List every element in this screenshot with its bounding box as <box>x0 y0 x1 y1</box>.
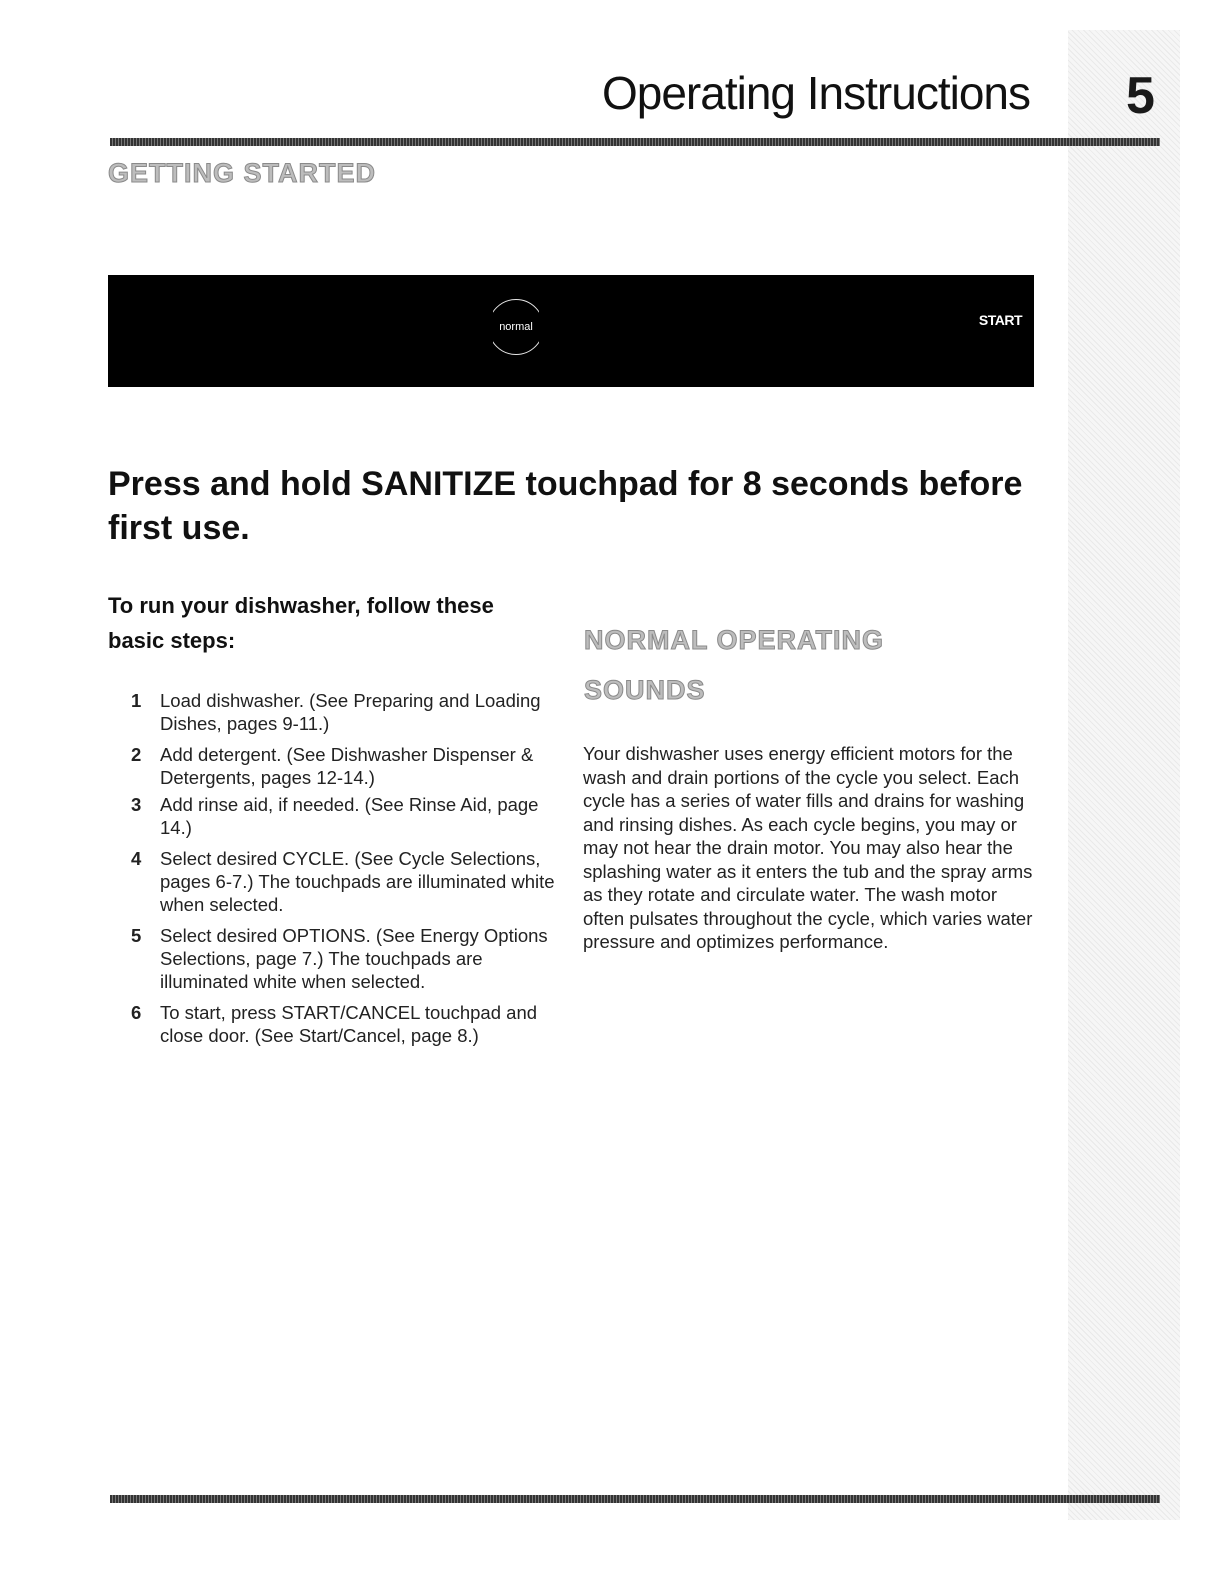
steps-intro: To run your dishwasher, follow these basic steps: <box>108 593 494 653</box>
steps-list <box>128 689 568 1051</box>
step-number: 3 <box>131 794 142 815</box>
control-panel-illustration <box>108 275 1034 387</box>
step-text: Select desired CYCLE. (See Cycle Selections, pages 6-7.) The touchpads are illuminated white when selected. <box>160 848 555 915</box>
step-number: 6 <box>131 1002 142 1023</box>
page-number: 5 <box>1126 67 1155 125</box>
side-tab-strip <box>1068 30 1180 1520</box>
normal-cycle-button <box>488 299 544 355</box>
normal-cycle-label: normal <box>499 321 533 333</box>
normal-sounds-body: Your dishwasher uses energy efficient motors for the wash and drain portions of the cycle you select. Each cycle has a series of water fills and drains for washing and rinsing dishes. As each cycle begins, you may or may not hear the drain motor. You may also hear the splashing water as it enters the tub and the spray arms as they rotate and circulate water. The wash motor often pulsates throughout the cycle, which varies water pressure and optimizes performance. <box>583 743 1033 952</box>
list-item <box>128 1001 568 1047</box>
header-rule <box>110 138 1160 146</box>
list-item <box>128 924 568 993</box>
normal-sounds-heading-line1: NORMAL OPERATING <box>584 625 885 655</box>
list-item <box>128 689 568 735</box>
footer-rule <box>110 1495 1160 1503</box>
list-item <box>128 793 568 839</box>
step-number: 5 <box>131 925 142 946</box>
start-label: START <box>978 312 1022 328</box>
list-item <box>128 743 568 789</box>
step-text: Add rinse aid, if needed. (See Rinse Aid, page 14.) <box>160 794 539 838</box>
step-number: 4 <box>131 848 142 869</box>
sanitize-instruction: Press and hold SANITIZE touchpad for 8 seconds before first use. <box>108 465 1023 547</box>
normal-sounds-heading <box>584 615 884 715</box>
getting-started-heading: GETTING STARTED <box>108 158 376 188</box>
step-number: 1 <box>131 690 142 711</box>
step-number: 2 <box>131 744 142 765</box>
normal-sounds-heading-line2: SOUNDS <box>584 675 706 705</box>
step-text: Load dishwasher. (See Preparing and Loading Dishes, pages 9-11.) <box>160 690 541 734</box>
step-text: Select desired OPTIONS. (See Energy Options Selections, page 7.) The touchpads are illuminated white when selected. <box>160 925 548 992</box>
step-text: To start, press START/CANCEL touchpad and close door. (See Start/Cancel, page 8.) <box>160 1002 538 1046</box>
list-item <box>128 847 568 916</box>
page-title: Operating Instructions <box>601 67 1030 119</box>
step-text: Add detergent. (See Dishwasher Dispenser & Detergents, pages 12-14.) <box>160 744 534 788</box>
